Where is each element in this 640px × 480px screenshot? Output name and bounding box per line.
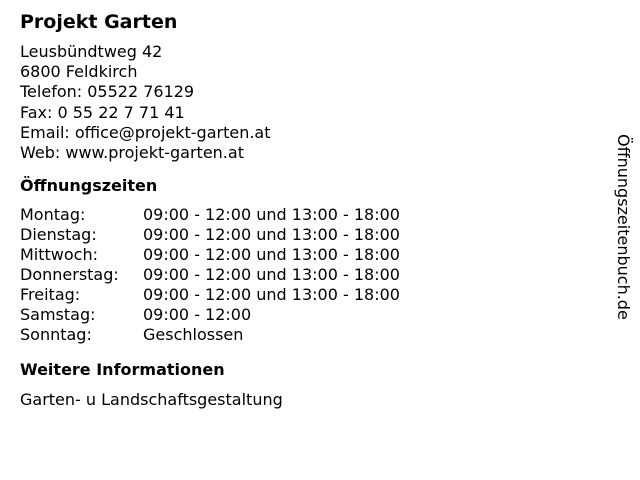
time-value: Geschlossen <box>143 325 244 345</box>
more-info-heading: Weitere Informationen <box>20 360 225 380</box>
day-label: Dienstag: <box>20 225 97 245</box>
time-value: 09:00 - 12:00 und 13:00 - 18:00 <box>143 265 400 285</box>
hours-row-saturday <box>20 305 400 325</box>
time-value: 09:00 - 12:00 und 13:00 - 18:00 <box>143 245 400 265</box>
hours-row-thursday <box>20 265 400 285</box>
business-name: Projekt Garten <box>20 11 178 33</box>
opening-hours-heading: Öffnungszeiten <box>20 176 158 196</box>
street-address: Leusbündtweg 42 <box>20 42 163 61</box>
hours-row-monday <box>20 205 400 225</box>
time-value: 09:00 - 12:00 <box>143 305 252 325</box>
day-label: Donnerstag: <box>20 265 119 285</box>
site-watermark: Öffnungszeitenbuch.de <box>614 134 633 320</box>
time-value: 09:00 - 12:00 und 13:00 - 18:00 <box>143 225 400 245</box>
contact-block <box>20 42 590 163</box>
day-label: Montag: <box>20 205 86 225</box>
fax-number: Fax: 0 55 22 7 71 41 <box>20 102 185 122</box>
business-card <box>20 10 590 410</box>
hours-row-friday <box>20 285 400 305</box>
hours-row-tuesday <box>20 225 400 245</box>
time-value: 09:00 - 12:00 und 13:00 - 18:00 <box>143 205 400 225</box>
day-label: Mittwoch: <box>20 245 98 265</box>
phone-number: Telefon: 05522 76129 <box>20 82 195 102</box>
time-value: 09:00 - 12:00 und 13:00 - 18:00 <box>143 285 400 305</box>
opening-hours-table <box>20 205 400 345</box>
website-address: Web: www.projekt-garten.at <box>20 143 244 163</box>
more-info-text: Garten- u Landschaftsgestaltung <box>20 390 283 410</box>
day-label: Sonntag: <box>20 325 92 345</box>
email-address: Email: office@projekt-garten.at <box>20 122 271 142</box>
day-label: Samstag: <box>20 305 96 325</box>
hours-row-wednesday <box>20 245 400 265</box>
day-label: Freitag: <box>20 285 81 305</box>
city-address: 6800 Feldkirch <box>20 62 138 82</box>
hours-row-sunday <box>20 325 400 345</box>
